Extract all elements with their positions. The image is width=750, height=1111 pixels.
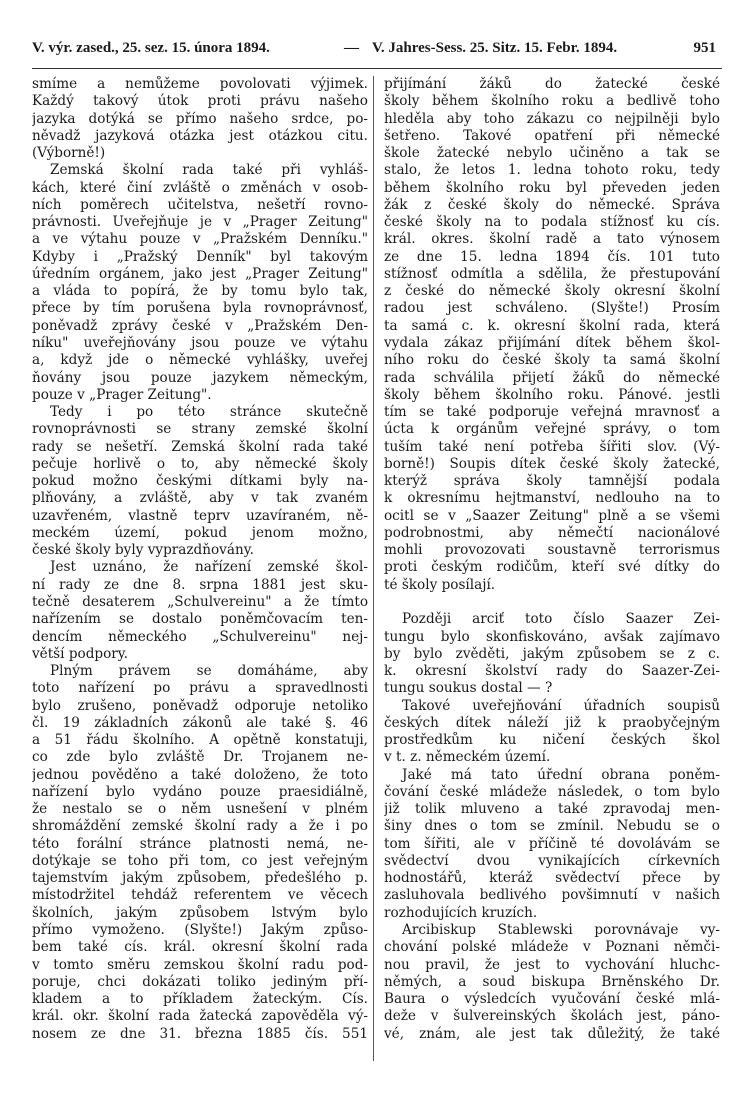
text-line: král. okr. školní rada žatecká zapověděla vý-	[32, 1008, 368, 1025]
text-line: nařízení bylo vydáno pouze praesidiálně,	[32, 783, 368, 800]
text-line: dencím německého „Schulvereinu" nej-	[32, 628, 368, 645]
text-line: během školního roku byl převeden jeden	[384, 179, 720, 196]
text-line: vydala zákaz přijímání dítek během škol-	[384, 334, 720, 351]
text-line: jazyka dotýká se přímo našeho srdce, po-	[32, 110, 368, 127]
text-line: hleděla aby toho zákazu co nejpilněji bylo	[384, 110, 720, 127]
text-line: co zde bylo zvláště Dr. Trojanem ne-	[32, 749, 368, 766]
text-line: tím se také podporuje veřejná mravnosť a	[384, 404, 720, 421]
text-line: níku" uveřejňovány jsou pouze ve výtahu	[32, 334, 368, 351]
text-line: právnosti. Uveřejňuje je v „Prager Zeitung"	[32, 214, 368, 231]
text-line: toto nařízení po právu a spravedlnosti	[32, 680, 368, 697]
text-line: Později arciť toto číslo Saazer Zei-	[402, 611, 720, 628]
text-line: nosem ze dne 31. března 1885 čís. 551	[32, 1025, 368, 1042]
text-line: rozhodujících kruzích.	[384, 904, 538, 921]
text-line: něvadž jazyková otázka jest otázkou citu.	[32, 127, 368, 144]
text-line: dotýkaje se toho při tom, co jest veřejným	[32, 852, 368, 869]
text-line: v t. z. německém území.	[384, 749, 551, 766]
text-line: král. okres. školní radě a tato výnosem	[384, 231, 720, 248]
text-line: (Výborně!)	[32, 145, 106, 162]
text-line: ní rady ze dne 8. srpna 1881 jest sku-	[32, 576, 368, 593]
text-line: kterýž správa školy tamnější podala	[384, 473, 720, 490]
text-line: by bylo zvěděti, jakým způsobem se z c.	[384, 645, 720, 662]
text-line: proti českým rodičům, kteří své dítky do	[384, 559, 720, 576]
text-line: žák z české školy do německé. Správa	[384, 196, 720, 213]
header-czech: V. výr. zased., 25. sez. 15. února 1894.	[32, 40, 270, 56]
text-line: k. okresní školství rady do Saazer-Zei-	[384, 663, 720, 680]
text-line: rady se nešetří. Zemská školní rada také	[32, 438, 368, 455]
running-header	[32, 40, 716, 64]
text-line: Takové uveřejňování úřadních soupisů	[402, 697, 720, 714]
text-line: poněvadž zprávy české v „Pražském Den-	[32, 317, 368, 334]
text-line: podrobnostmi, aby němečtí nacionálové	[384, 524, 720, 541]
text-line: Baura o výsledcích vyučování české mlá-	[384, 991, 720, 1008]
text-line: nou pravil, že jest to vychování hluchc-	[384, 956, 720, 973]
text-line: škole žatecké nebylo učiněno a tak se	[384, 145, 720, 162]
text-line: z české do německé školy okresní školní	[384, 283, 720, 300]
text-line: kách, které činí zvláště o změnách v osob-	[32, 179, 368, 196]
text-line: pouze v „Prager Zeitung".	[32, 386, 212, 403]
text-line: české školy na to podala stížnosť ku cís.	[384, 214, 720, 231]
text-line: zasluhovala bedlivého povšimnutí v našich	[384, 887, 720, 904]
text-line: tečně desaterem „Schulvereinu" a že tímto	[32, 593, 368, 610]
text-line: ta samá c. k. okresní školní rada, která	[384, 317, 720, 334]
text-line: hodnostářů, kteráž svědectví přece by	[384, 870, 720, 887]
column-divider	[373, 76, 374, 1061]
text-line: a vláda to popírá, že by tomu bylo tak,	[32, 283, 368, 300]
text-line: ního roku do české školy ta samá školní	[384, 352, 720, 369]
text-line: a, když jde o německé vyhlášky, uveřej	[32, 352, 368, 369]
header-german: V. Jahres-Sess. 25. Sitz. 15. Febr. 1894.	[372, 40, 618, 56]
text-line: pokud možno českými dítkami byly na-	[32, 473, 368, 490]
text-line: školy během školního roku. Pánové. jestli	[384, 386, 720, 403]
text-line: Zemská školní rada také při vyhláš-	[50, 162, 368, 179]
page-number: 951	[693, 40, 716, 56]
text-line: Kdyby i „Pražský Denník" byl takovým	[32, 248, 368, 265]
text-line: svědectví dvou vynikajících církevních	[384, 852, 720, 869]
text-line: větší podpory.	[32, 645, 128, 662]
text-line: již tolik mluveno a také zpravodaj men-	[384, 801, 720, 818]
text-line: úředním orgánem, jako jest „Prager Zeitung"	[32, 265, 368, 282]
text-line: ocitl se v „Saazer Zeitung" plně a se všemi	[384, 507, 720, 524]
text-line: pečuje horlivě o to, aby německé školy	[32, 455, 368, 472]
text-line: a ve výtahu pouze v „Pražském Denníku."	[32, 231, 368, 248]
text-line: českých dítek náleží již k praobyčejným	[384, 714, 720, 731]
text-line: shromáždění zemské školní rady a že i po	[32, 818, 368, 835]
text-line: jednou pověděno a také doloženo, že toto	[32, 766, 368, 783]
text-line: bem také cís. král. okresní školní rada	[32, 939, 368, 956]
text-line: školy během školního roku a bedlivě toho	[384, 93, 720, 110]
text-line: rovnoprávnosti se strany zemské školní	[32, 421, 368, 438]
text-line: k okresnímu hejtmanství, nedlouho na to	[384, 490, 720, 507]
text-line: stížnosť odmítla a sdělila, že přestupování	[384, 265, 720, 282]
text-line: rada schválila přijetí žáků do německé	[384, 369, 720, 386]
text-line: vé, znám, ale jest tak důležitý, že také	[384, 1025, 720, 1042]
text-line: meckém území, pokud jenom možno,	[32, 524, 368, 541]
text-line: přijímání žáků do žatecké české	[384, 76, 720, 92]
text-line: Jest uznáno, že nařízení zemské škol-	[50, 559, 368, 576]
text-line: tajemstvím jakým způsobem, předešlého p.	[32, 870, 368, 887]
text-line: smíme a nemůžeme povolovati výjimek.	[32, 76, 368, 92]
left-column	[32, 76, 368, 1043]
text-line: Jaké má tato úřední obrana poněm-	[402, 766, 720, 783]
text-line: plňovány, a zvláště, aby v tak zvaném	[32, 490, 368, 507]
text-line: ze dne 15. ledna 1894 čís. 101 tuto	[384, 248, 720, 265]
text-line: uzavřeném, vlastně teprv uzavíraném, ně-	[32, 507, 368, 524]
text-line: v tomto směru zemskou školní radu pod-	[32, 956, 368, 973]
text-line: němých, a soud biskupa Brněnského Dr.	[384, 973, 720, 990]
text-line: borně!) Soupis dítek české školy žatecké,	[384, 455, 720, 472]
text-line: školních, jakým způsobem lstvým bylo	[32, 904, 368, 921]
text-line: tungu soukus dostal — ?	[384, 680, 553, 697]
text-line: stalo, že letos 1. ledna tohoto roku, tedy	[384, 162, 720, 179]
text-line: tungu bylo skonfiskováno, avšak zajímavo	[384, 628, 720, 645]
text-line: radou jest schváleno. (Slyšte!) Prosím	[384, 300, 720, 317]
text-line: šetřeno. Takové opatření při německé	[384, 127, 720, 144]
text-line: čování české mládeže následek, o tom bylo	[384, 783, 720, 800]
text-line: úcta k orgánům veřejné správy, o tom	[384, 421, 720, 438]
text-line: nařízením se dostalo poněmčovacím ten-	[32, 611, 368, 628]
text-line: tom šířiti, ale v příčině té dovolávám se	[384, 835, 720, 852]
text-line: Plným právem se domáháme, aby	[50, 663, 368, 680]
right-column	[384, 76, 720, 1043]
text-line: místodržitel tehdáž referentem ve věcech	[32, 887, 368, 904]
text-line: této forální stránce platnosti nemá, ne-	[32, 835, 368, 852]
text-line: poruje, chci dokázati toliko jediným pří-	[32, 973, 368, 990]
text-line: Arcibiskup Stablewski porovnávaje vy-	[402, 922, 720, 939]
text-line: přímo vymoženo. (Slyšte!) Jakým způso-	[32, 922, 368, 939]
text-line: že nestalo se o něm usnešení v plném	[32, 801, 368, 818]
text-line: mohli provozovati soustavně terrorismus	[384, 542, 720, 559]
text-line: čl. 19 základních zákonů ale také §. 46	[32, 714, 368, 731]
text-line: Tedy i po této stránce skutečně	[50, 404, 368, 421]
text-line: chování polské mládeže v Poznani němči-	[384, 939, 720, 956]
text-line: přece by tím porušena byla rovnoprávnosť,	[32, 300, 368, 317]
text-line: bylo zrušeno, poněvadž odporuje netoliko	[32, 697, 368, 714]
text-line: ních poměrech učitelstva, nešetří rovno-	[32, 196, 368, 213]
text-line: Každý takový útok proti právu našeho	[32, 93, 368, 110]
text-line: české školy byly vyprazdňovány.	[32, 542, 254, 559]
text-line: tuším také není potřeba šířiti slov. (Vý-	[384, 438, 720, 455]
text-line: deže v šulvereinských školách jest, páno-	[384, 1008, 720, 1025]
header-dash: —	[344, 40, 359, 56]
text-line: a 51 řádu školního. A opětně konstatuji,	[32, 732, 368, 749]
header-rule	[32, 68, 722, 69]
text-line: ňovány jsou pouze jazykem německým,	[32, 369, 368, 386]
text-line: prostředkům ku ničení českých škol	[384, 732, 720, 749]
text-line: šiny dnes o tom se zmínil. Nebudu se o	[384, 818, 720, 835]
text-line: té školy posílají.	[384, 576, 496, 593]
text-line: kladem a to příkladem žateckým. Cís.	[32, 991, 368, 1008]
